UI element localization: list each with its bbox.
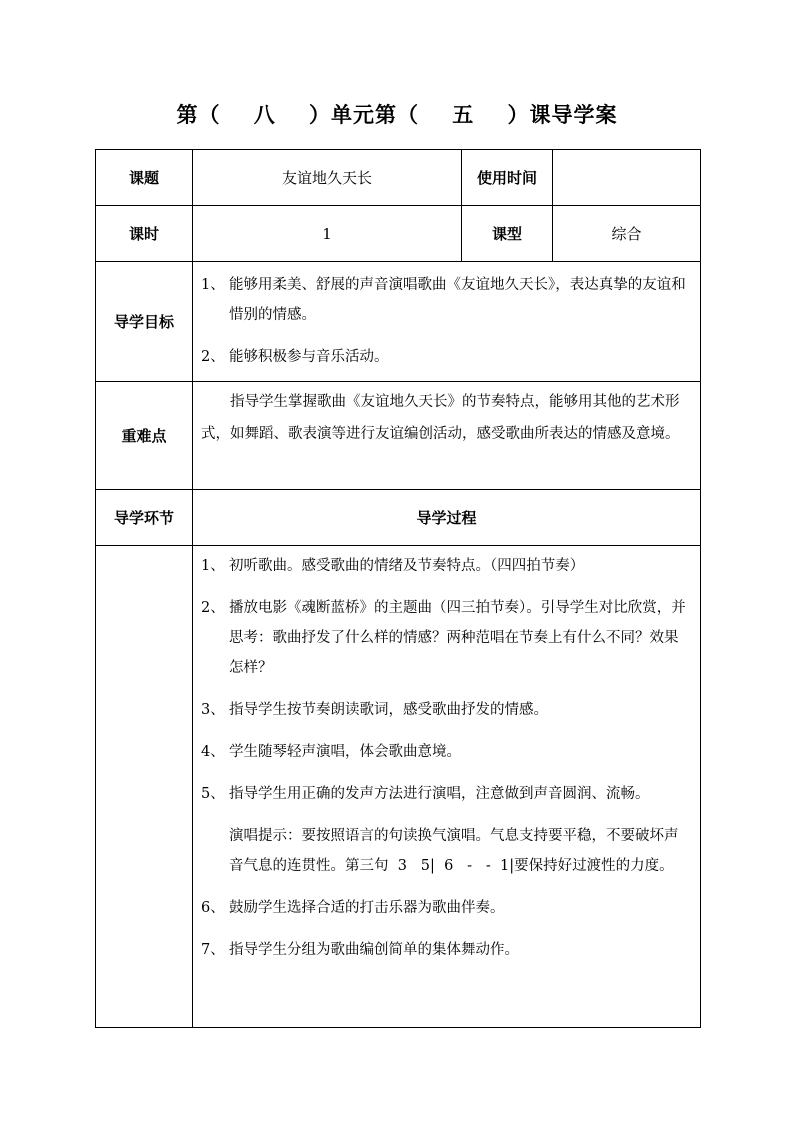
topic-value: 友谊地久天长 [193,150,462,206]
list-item: 2、 能够积极参与音乐活动。 [201,349,389,365]
process-stage-cell [96,546,193,1028]
period-value: 1 [193,206,462,262]
key-points-label: 重难点 [96,382,193,490]
usage-time-value [553,150,701,206]
usage-time-label: 使用时间 [462,150,553,206]
list-item: 1、 能够用柔美、舒展的声音演唱歌曲《友谊地久天长》，表达真挚的友谊和惜别的情感。 [201,277,686,323]
table-row-process [96,546,701,1028]
table-row-topic [96,150,701,206]
list-item: 2、 播放电影《魂断蓝桥》的主题曲（四三拍节奏）。引导学生对比欣赏，并思考：歌曲抒发了什么样的情感？两种范唱在节奏上有什么不同？效果怎样？ [201,600,686,676]
process-stage-label: 导学环节 [96,490,193,546]
period-label: 课时 [96,206,193,262]
key-points-text: 指导学生掌握歌曲《友谊地久天长》的节奏特点，能够用其他的艺术形式，如舞蹈、歌表演等进行友谊编创活动，感受歌曲所表达的情感及意境。 [201,394,680,442]
lesson-plan-table [95,149,701,1028]
table-row-key-points [96,382,701,490]
lesson-type-label: 课型 [462,206,553,262]
table-row-objectives [96,262,701,382]
key-points-content [193,382,701,490]
list-item: 7、 指导学生分组为歌曲编创简单的集体舞动作。 [201,942,519,958]
topic-label: 课题 [96,150,193,206]
list-item: 6、 鼓励学生选择合适的打击乐器为歌曲伴奏。 [201,900,505,916]
objectives-label: 导学目标 [96,262,193,382]
list-item: 3、 指导学生按节奏朗读歌词，感受歌曲抒发的情感。 [201,702,548,718]
list-item: 1、 初听歌曲。感受歌曲的情绪及节奏特点。（四四拍节奏） [201,558,585,574]
table-row-process-header [96,490,701,546]
list-item: 5、 指导学生用正确的发声方法进行演唱，注意做到声音圆润、流畅。 [201,786,650,802]
singing-tip: 演唱提示：要按照语言的句读换气演唱。气息支持要平稳，不要破坏声音气息的连贯性。第三句 3 5| 6 - - 1|要保持好过渡性的力度。 [229,828,679,874]
process-label: 导学过程 [193,490,701,546]
page-title: 第（ 八 ）单元第（ 五 ）课导学案 [176,103,618,127]
lesson-type-value: 综合 [553,206,701,262]
list-item: 4、 学生随琴轻声演唱，体会歌曲意境。 [201,744,461,760]
objectives-content [193,262,701,382]
table-row-period [96,206,701,262]
process-content [193,546,701,1028]
